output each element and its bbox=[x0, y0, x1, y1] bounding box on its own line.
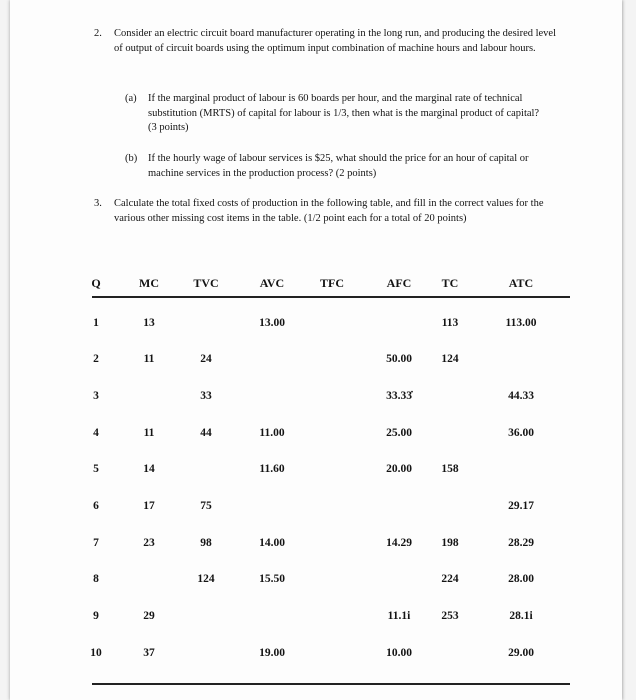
cell-q-row-10: 10 bbox=[90, 647, 102, 659]
question-3-text: Calculate the total fixed costs of production in the following table, and fill in the correct values for the various other missing cost items in the table. (1/2 point each for a total of 20 points) bbox=[114, 198, 544, 224]
cell-afc-row-9: 11.1i bbox=[387, 610, 411, 622]
question-3 bbox=[94, 196, 564, 226]
header-q: Q bbox=[91, 276, 101, 290]
cell-atc-row-6: 29.17 bbox=[508, 500, 534, 512]
cell-tvc-row-7: 98 bbox=[200, 537, 212, 549]
cell-tc-row-5: 158 bbox=[441, 463, 459, 475]
cell-avc-row-8: 15.50 bbox=[259, 573, 285, 585]
cell-atc-row-4: 36.00 bbox=[508, 427, 534, 439]
cell-tc-row-2: 124 bbox=[441, 353, 459, 365]
cell-atc-row-9: 28.1i bbox=[509, 610, 533, 622]
cell-q-row-3: 3 bbox=[93, 390, 99, 402]
cell-mc-row-10: 37 bbox=[143, 647, 155, 659]
cell-afc-row-10: 10.00 bbox=[386, 647, 412, 659]
part-b-text: If the hourly wage of labour services is $25, what should the price for an hour of capital or machine services in the production process? (2 points) bbox=[148, 153, 529, 179]
cell-avc-row-1: 13.00 bbox=[259, 317, 285, 329]
header-avc: AVC bbox=[259, 276, 285, 290]
cell-mc-row-9: 29 bbox=[143, 610, 155, 622]
cell-tc-row-9: 253 bbox=[441, 610, 459, 622]
cell-afc-row-5: 20.00 bbox=[386, 463, 412, 475]
cell-tc-row-7: 198 bbox=[441, 537, 459, 549]
header-tvc: TVC bbox=[193, 276, 219, 290]
cell-atc-row-1: 113.00 bbox=[505, 317, 537, 329]
cell-mc-row-6: 17 bbox=[143, 500, 155, 512]
cell-q-row-5: 5 bbox=[93, 463, 99, 475]
header-tfc: TFC bbox=[320, 276, 344, 290]
cell-tvc-row-6: 75 bbox=[200, 500, 212, 512]
cell-atc-row-3: 44.33 bbox=[508, 390, 534, 402]
cell-afc-row-3: 33.33̇ bbox=[386, 390, 412, 402]
cell-q-row-6: 6 bbox=[93, 500, 99, 512]
question-2-text: Consider an electric circuit board manufacturer operating in the long run, and producing the desired level of output of circuit boards using the optimum input combination of machine hours and labour hours. bbox=[114, 28, 557, 54]
cell-afc-row-7: 14.29 bbox=[386, 537, 412, 549]
cell-q-row-4: 4 bbox=[93, 427, 99, 439]
question-3-number: 3. bbox=[94, 198, 102, 209]
cell-q-row-9: 9 bbox=[93, 610, 99, 622]
cell-mc-row-1: 13 bbox=[143, 317, 155, 329]
cell-avc-row-7: 14.00 bbox=[259, 537, 285, 549]
part-b-label: (b) bbox=[125, 153, 138, 164]
cell-afc-row-4: 25.00 bbox=[386, 427, 412, 439]
question-2-part-b bbox=[125, 152, 545, 181]
cell-tvc-row-8: 124 bbox=[197, 573, 215, 585]
header-afc: AFC bbox=[386, 276, 412, 290]
cell-mc-row-5: 14 bbox=[143, 463, 155, 475]
cell-tc-row-8: 224 bbox=[441, 573, 459, 585]
question-2-number: 2. bbox=[94, 28, 102, 39]
header-atc: ATC bbox=[508, 276, 534, 290]
header-mc: MC bbox=[139, 276, 159, 290]
table-top-rule bbox=[92, 296, 570, 298]
question-2 bbox=[94, 26, 564, 56]
table-bottom-rule bbox=[92, 683, 570, 685]
part-a-label: (a) bbox=[125, 93, 137, 104]
cell-q-row-8: 8 bbox=[93, 573, 99, 585]
cell-mc-row-4: 11 bbox=[143, 427, 155, 439]
cell-mc-row-2: 11 bbox=[143, 353, 155, 365]
cell-tc-row-1: 113 bbox=[441, 317, 459, 329]
cell-afc-row-2: 50.00 bbox=[386, 353, 412, 365]
cell-atc-row-7: 28.29 bbox=[508, 537, 534, 549]
cell-tvc-row-2: 24 bbox=[200, 353, 212, 365]
cell-mc-row-7: 23 bbox=[143, 537, 155, 549]
cell-q-row-1: 1 bbox=[93, 317, 99, 329]
cell-tvc-row-4: 44 bbox=[200, 427, 212, 439]
cell-q-row-7: 7 bbox=[93, 537, 99, 549]
cell-avc-row-5: 11.60 bbox=[259, 463, 285, 475]
question-2-part-a bbox=[125, 92, 545, 136]
cell-atc-row-10: 29.00 bbox=[508, 647, 534, 659]
cell-tvc-row-3: 33 bbox=[200, 390, 212, 402]
cell-atc-row-8: 28.00 bbox=[508, 573, 534, 585]
document-page bbox=[10, 0, 622, 700]
cell-q-row-2: 2 bbox=[93, 353, 99, 365]
cell-avc-row-10: 19.00 bbox=[259, 647, 285, 659]
cell-avc-row-4: 11.00 bbox=[259, 427, 285, 439]
header-tc: TC bbox=[441, 276, 459, 290]
part-a-text: If the marginal product of labour is 60 boards per hour, and the marginal rate of technical substitution (MRTS) of capital for labour is 1/3, then what is the marginal product of capital? (3 points) bbox=[148, 93, 540, 133]
